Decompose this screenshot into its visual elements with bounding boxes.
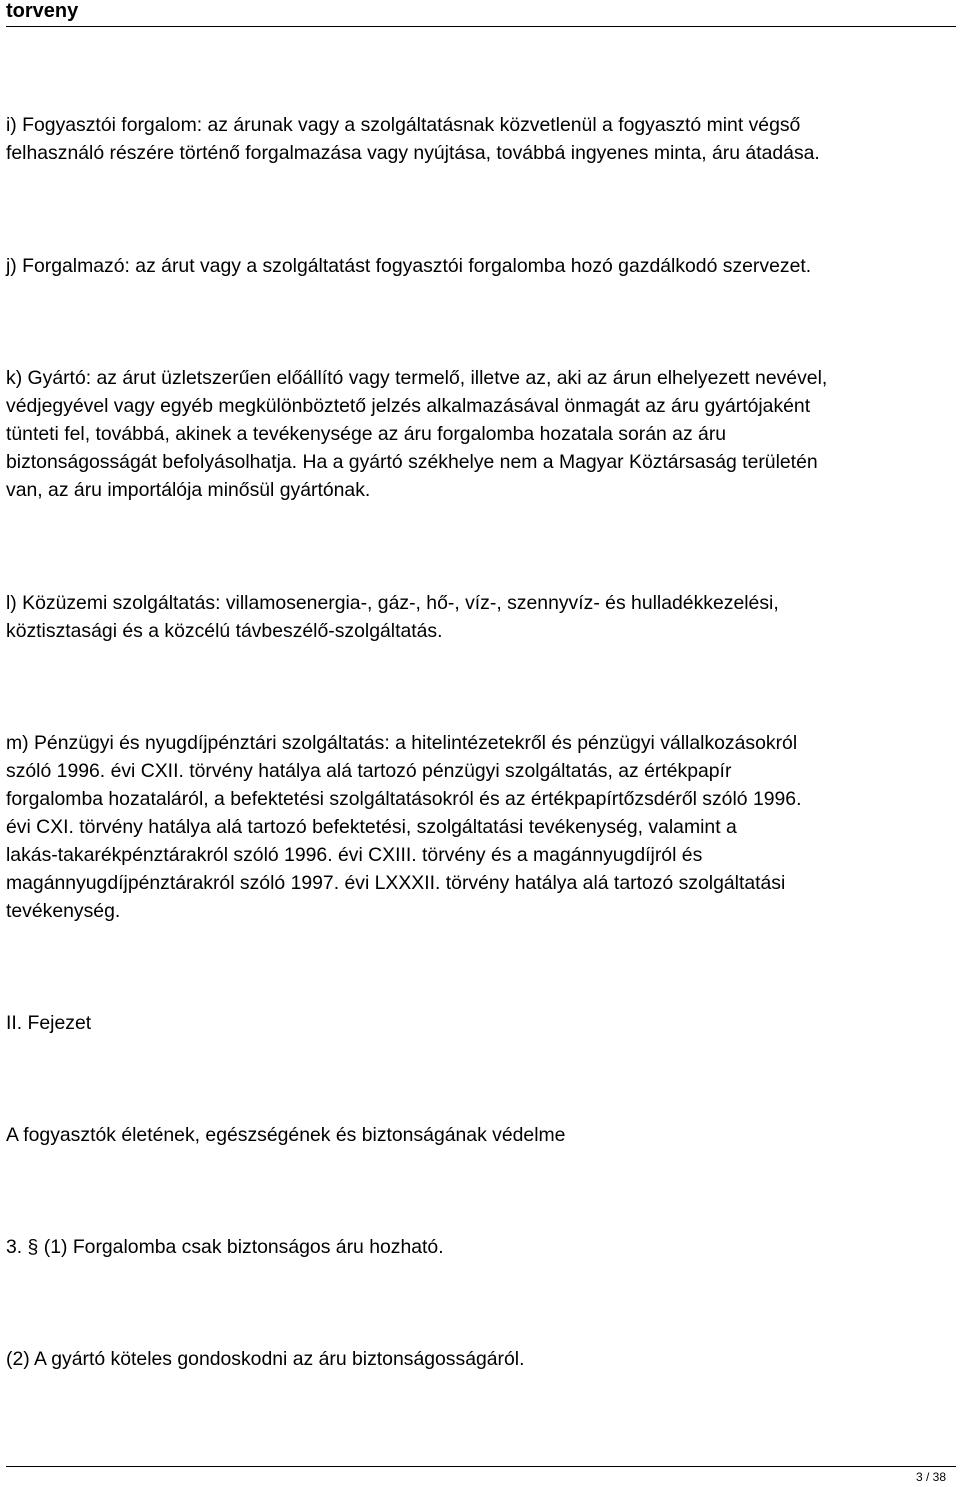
section-3-paragraph-2: (2) A gyártó köteles gondoskodni az áru biztonságosságáról. (6, 1348, 525, 1370)
page-header (6, 0, 956, 27)
page-number: 3 / 38 (915, 1470, 946, 1484)
definition-j-forgalmazo: j) Forgalmazó: az árut vagy a szolgáltatást fogyasztói forgalomba hozó gazdálkodó szervezet. (6, 255, 812, 277)
footer-divider (6, 1466, 956, 1467)
chapter-heading: II. Fejezet (6, 1012, 92, 1034)
section-3-paragraph-1: 3. § (1) Forgalomba csak biztonságos áru hozható. (6, 1236, 444, 1258)
definition-l-kozuzemi-szolgaltatas: l) Közüzemi szolgáltatás: villamosenergia-, gáz-, hő-, víz-, szennyvíz- és hulladékkezelési, köztisztasági és a közcélú távbeszélő-szolgáltatás. (6, 592, 779, 642)
chapter-title: A fogyasztók életének, egészségének és biztonságának védelme (6, 1124, 566, 1146)
definition-m-penzugyi-szolgaltatas: m) Pénzügyi és nyugdíjpénztári szolgáltatás: a hitelintézetekről és pénzügyi vállalkozásokról szóló 1996. évi CXII. törvény hatálya alá tartozó pénzügyi szolgáltatás, az értékpapír forgalomba hozataláról, a befektetési szolgáltatásokról és az értékpapírtőzsdéről szóló 1996. évi CXI. törvény hatálya alá tartozó befektetési, szolgáltatási tevékenység, valamint a lakás-takarékpénztárakról szóló 1996. évi CXIII. törvény és a magánnyugdíjról és magánnyugdíjpénztárakról szóló 1997. évi LXXXII. törvény hatálya alá tartozó szolgáltatási tevékenység. (6, 732, 802, 922)
definition-i-fogyasztoi-forgalom: i) Fogyasztói forgalom: az árunak vagy a szolgáltatásnak közvetlenül a fogyasztó mint végső felhasználó részére történő forgalmazása vagy nyújtása, továbbá ingyenes minta, áru átadása. (6, 114, 820, 164)
definition-k-gyarto: k) Gyártó: az árut üzletszerűen előállító vagy termelő, illetve az, aki az árun elhelyezett nevével, védjegyével vagy egyéb megkülönböztető jelzés alkalmazásával önmagát az áru gyártójaként tünteti fel, továbbá, akinek a tevékenysége az áru forgalomba hozatala során az áru biztonságosságát befolyásolhatja. Ha a gyártó székhelye nem a Magyar Köztársaság területén van, az áru importálója minősül gyártónak. (6, 367, 828, 501)
document-title: torveny (6, 0, 79, 22)
